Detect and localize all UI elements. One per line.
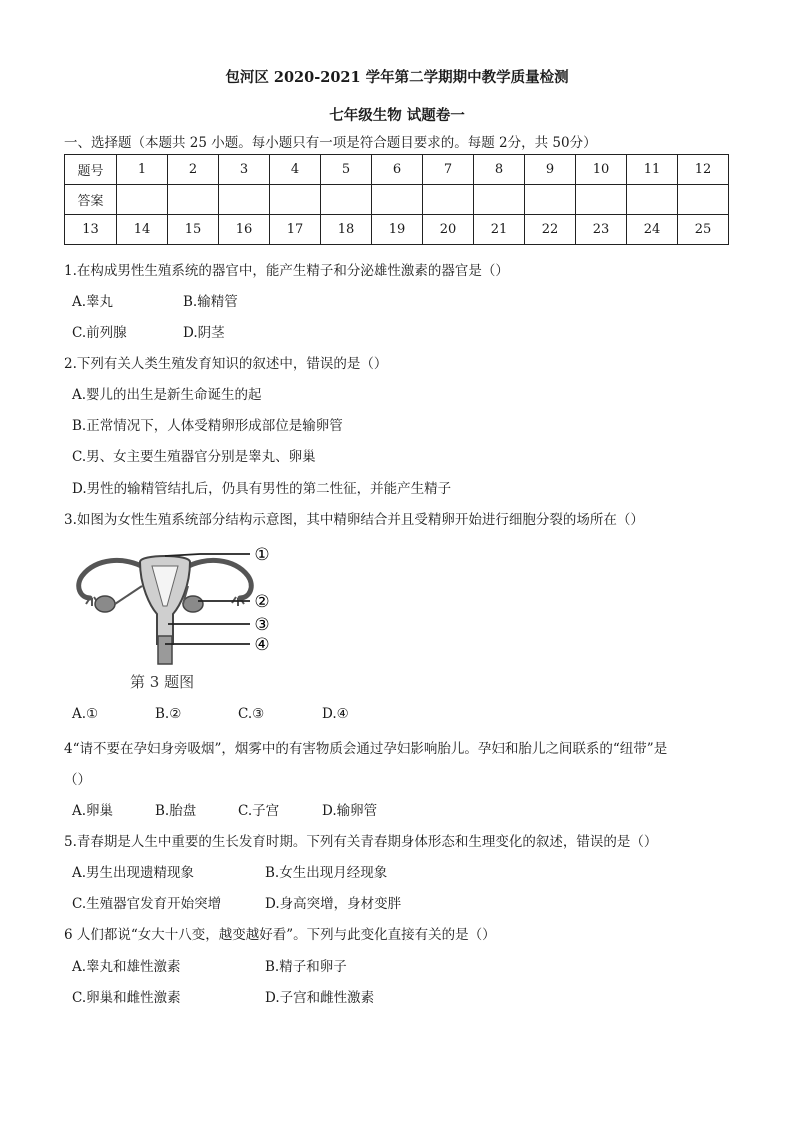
table-cell: 7 (423, 155, 474, 185)
table-cell: 17 (270, 215, 321, 245)
answer-cell[interactable] (372, 185, 423, 215)
table-cell: 答案 (65, 185, 117, 215)
table-row (65, 185, 729, 215)
table-cell: 18 (321, 215, 372, 245)
option-2a[interactable]: A.婴儿的出生是新生命诞生的起 (72, 387, 262, 403)
question-4-stem: 4“请不要在孕妇身旁吸烟”，烟雾中的有害物质会通过孕妇影响胎儿。孕妇和胎儿之间联系的“纽带”是 (64, 741, 668, 757)
answer-cell[interactable] (270, 185, 321, 215)
answer-table (64, 154, 729, 245)
option-5a[interactable]: A.男生出现遗精现象 (72, 865, 195, 881)
answer-cell[interactable] (219, 185, 270, 215)
answer-cell[interactable] (423, 185, 474, 215)
table-cell: 8 (474, 155, 525, 185)
option-6b[interactable]: B.精子和卵子 (265, 959, 347, 975)
answer-cell[interactable] (117, 185, 168, 215)
table-cell: 5 (321, 155, 372, 185)
option-1b[interactable]: B.输精管 (183, 294, 238, 310)
option-4d[interactable]: D.输卵管 (322, 803, 378, 819)
option-5c[interactable]: C.生殖器官发育开始突增 (72, 896, 222, 912)
section-heading: 一、选择题（本题共 25 小题。每小题只有一项是符合题目要求的。每题 2分，共 50分） (64, 135, 597, 151)
figure-caption: 第 3 题图 (130, 673, 195, 691)
table-row (65, 155, 729, 185)
question-5-stem: 5.青春期是人生中重要的生长发育时期。下列有关青春期身体形态和生理变化的叙述，错误的是（） (64, 834, 658, 850)
option-3d[interactable]: D.④ (322, 706, 349, 722)
option-6c[interactable]: C.卵巢和雌性激素 (72, 990, 181, 1006)
table-cell: 15 (168, 215, 219, 245)
table-cell: 11 (627, 155, 678, 185)
table-cell: 2 (168, 155, 219, 185)
table-cell: 10 (576, 155, 627, 185)
table-cell: 13 (65, 215, 117, 245)
option-2b[interactable]: B.正常情况下，人体受精卵形成部位是输卵管 (72, 418, 343, 434)
question-3-stem: 3.如图为女性生殖系统部分结构示意图，其中精卵结合并且受精卵开始进行细胞分裂的场所在（） (64, 512, 644, 528)
answer-cell[interactable] (627, 185, 678, 215)
option-3a[interactable]: A.① (72, 706, 99, 722)
table-cell: 9 (525, 155, 576, 185)
table-cell: 24 (627, 215, 678, 245)
table-cell: 21 (474, 215, 525, 245)
option-4a[interactable]: A.卵巢 (72, 803, 114, 819)
question-4-stem-cont: （） (64, 772, 91, 788)
option-1a[interactable]: A.睾丸 (72, 294, 114, 310)
question-1-stem: 1.在构成男性生殖系统的器官中，能产生精子和分泌雄性激素的器官是（） (64, 263, 509, 279)
question-6-stem: 6 人们都说“女大十八变，越变越好看”。下列与此变化直接有关的是（） (64, 927, 496, 943)
answer-cell[interactable] (474, 185, 525, 215)
answer-cell[interactable] (525, 185, 576, 215)
table-cell: 23 (576, 215, 627, 245)
table-cell: 14 (117, 215, 168, 245)
figure-label-2: ② (254, 592, 270, 612)
table-cell: 3 (219, 155, 270, 185)
figure-label-1: ① (254, 545, 270, 565)
table-cell: 6 (372, 155, 423, 185)
option-4b[interactable]: B.胎盘 (155, 803, 197, 819)
table-cell: 20 (423, 215, 474, 245)
table-cell: 19 (372, 215, 423, 245)
option-5d[interactable]: D.身高突增，身材变胖 (265, 896, 402, 912)
answer-cell[interactable] (678, 185, 729, 215)
table-cell: 4 (270, 155, 321, 185)
answer-cell[interactable] (168, 185, 219, 215)
question-2-stem: 2.下列有关人类生殖发育知识的叙述中，错误的是（） (64, 356, 388, 372)
figure-label-3: ③ (254, 615, 270, 635)
option-5b[interactable]: B.女生出现月经现象 (265, 865, 388, 881)
option-2c[interactable]: C.男、女主要生殖器官分别是睾丸、卵巢 (72, 449, 316, 465)
option-3c[interactable]: C.③ (238, 706, 265, 722)
option-2d[interactable]: D.男性的输精管结扎后，仍具有男性的第二性征，并能产生精子 (72, 481, 452, 497)
option-1d[interactable]: D.阴茎 (183, 325, 225, 341)
table-cell: 22 (525, 215, 576, 245)
option-4c[interactable]: C.子宫 (238, 803, 280, 819)
figure-label-4: ④ (254, 635, 270, 655)
option-6d[interactable]: D.子宫和雌性激素 (265, 990, 375, 1006)
answer-cell[interactable] (576, 185, 627, 215)
table-cell: 题号 (65, 155, 117, 185)
table-row (65, 215, 729, 245)
exam-subtitle: 七年级生物 试题卷一 (329, 107, 465, 124)
answer-cell[interactable] (321, 185, 372, 215)
option-1c[interactable]: C.前列腺 (72, 325, 127, 341)
exam-title: 包河区 2020-2021 学年第二学期期中教学质量检测 (225, 69, 569, 86)
option-6a[interactable]: A.睾丸和雄性激素 (72, 959, 181, 975)
table-cell: 1 (117, 155, 168, 185)
option-3b[interactable]: B.② (155, 706, 182, 722)
table-cell: 16 (219, 215, 270, 245)
table-cell: 12 (678, 155, 729, 185)
table-cell: 25 (678, 215, 729, 245)
